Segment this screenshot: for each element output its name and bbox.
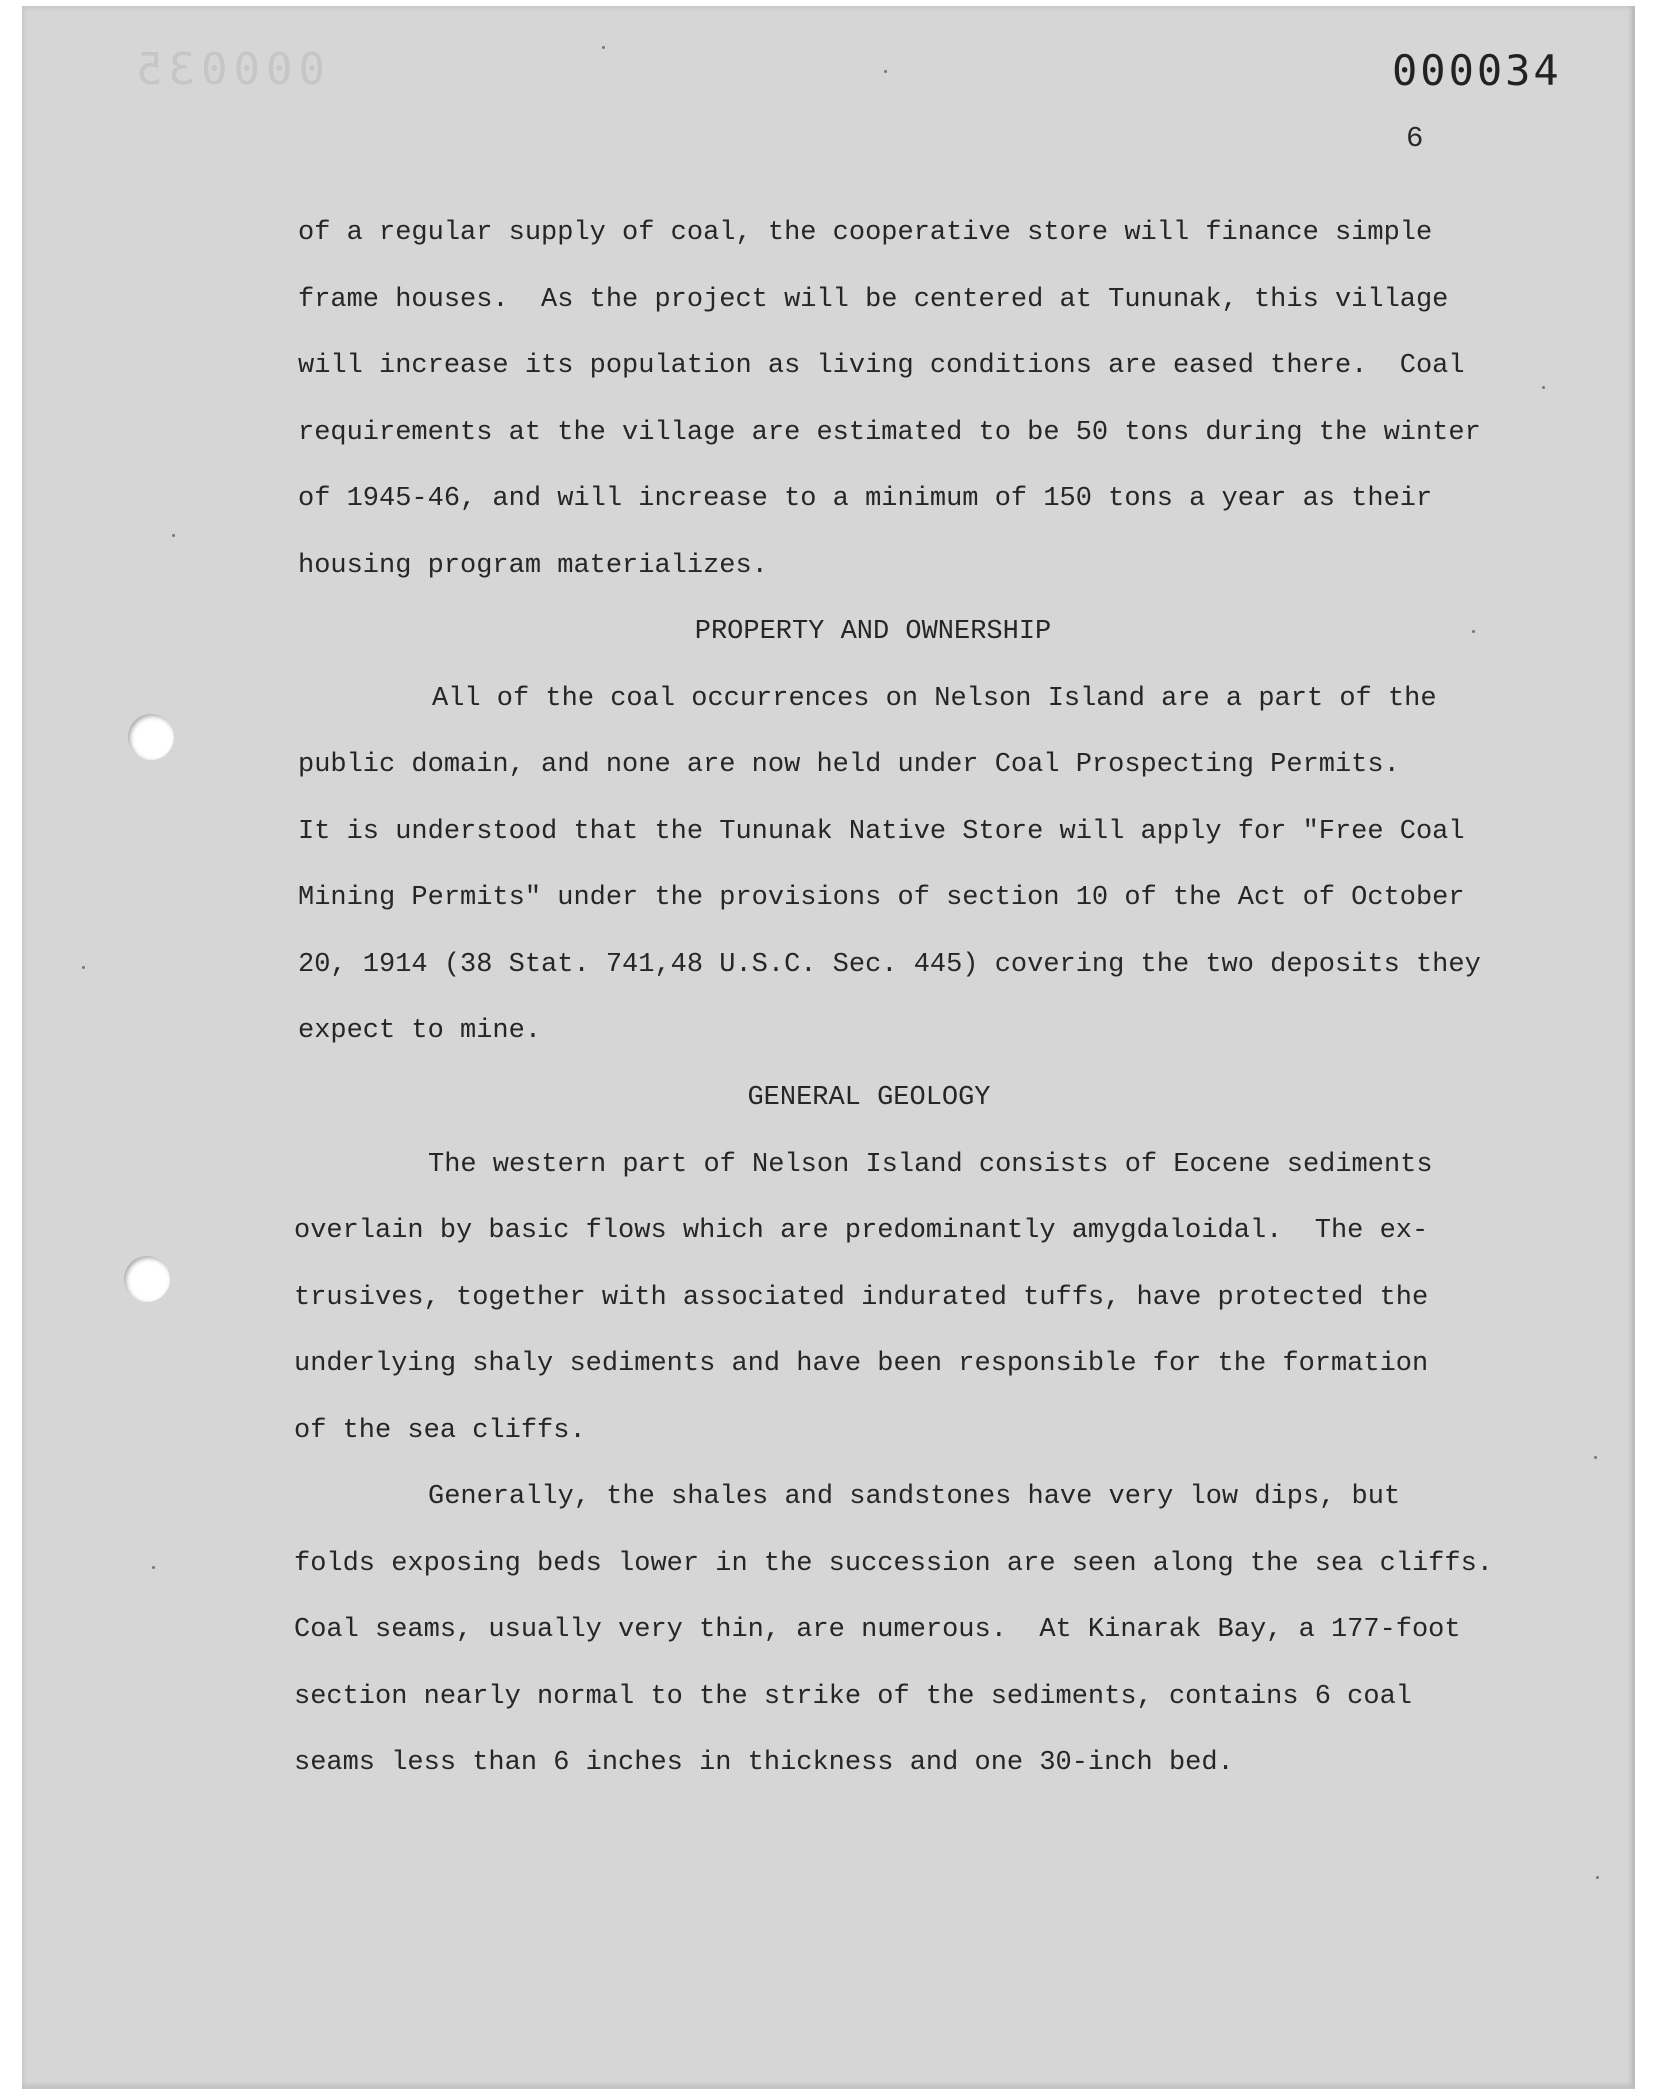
text-line: public domain, and none are now held under Coal Prospecting Permits. (298, 750, 1400, 780)
text-line: trusives, together with associated indurated tuffs, have protected the (294, 1282, 1429, 1313)
punch-hole (128, 714, 174, 760)
paper-speck (1596, 1876, 1599, 1879)
text-line: requirements at the village are estimated to be 50 tons during the winter (298, 417, 1481, 448)
paragraph-continued (298, 200, 1538, 599)
text-line: underlying shaly sediments and have been responsible for the formation (294, 1349, 1429, 1379)
section-property-ownership (298, 599, 1538, 1065)
paper-speck (1594, 1456, 1597, 1459)
text-line: of 1945-46, and will increase to a minimum of 150 tons a year as their (298, 484, 1433, 514)
text-line: of the sea cliffs. (294, 1415, 586, 1446)
paper-speck (1542, 386, 1545, 389)
text-line: frame houses. As the project will be centered at Tununak, this village (298, 284, 1449, 315)
text-line: folds exposing beds lower in the succession are seen along the sea cliffs. (294, 1548, 1493, 1579)
paper-speck (884, 70, 887, 73)
text-line: Generally, the shales and sandstones have very low dips, but (428, 1482, 1401, 1512)
paper-speck (172, 534, 175, 537)
paper-speck (602, 46, 605, 49)
text-line: 20, 1914 (38 Stat. 741,48 U.S.C. Sec. 445) covering the two deposits they (298, 949, 1481, 980)
section-general-geology (294, 1065, 1534, 1797)
text-line: expect to mine. (298, 1016, 542, 1046)
text-line: of a regular supply of coal, the cooperative store will finance simple (298, 218, 1433, 248)
text-line: will increase its population as living conditions are eased there. Coal (298, 351, 1465, 381)
bleed-through-number: 000035 (130, 44, 325, 95)
section-heading: GENERAL GEOLOGY (747, 1083, 991, 1113)
document-page (22, 6, 1635, 2089)
punch-hole (124, 1256, 170, 1302)
text-line: overlain by basic flows which are predominantly amygdaloidal. The ex- (294, 1216, 1429, 1246)
document-number: 000034 (1392, 46, 1562, 95)
page-number: 6 (1406, 122, 1424, 155)
text-line: section nearly normal to the strike of the sediments, contains 6 coal (294, 1681, 1412, 1712)
text-line: All of the coal occurrences on Nelson Island are a part of the (432, 683, 1437, 714)
paper-speck (82, 966, 85, 969)
paper-speck (152, 1566, 155, 1569)
text-line: Mining Permits" under the provisions of section 10 of the Act of October (298, 883, 1465, 913)
text-line: The western part of Nelson Island consists of Eocene sediments (428, 1149, 1433, 1180)
text-line: Coal seams, usually very thin, are numerous. At Kinarak Bay, a 177-foot (294, 1615, 1461, 1645)
section-heading: PROPERTY AND OWNERSHIP (694, 617, 1052, 647)
text-line: seams less than 6 inches in thickness and one 30-inch bed. (294, 1748, 1234, 1778)
text-line: housing program materializes. (298, 550, 768, 581)
text-line: It is understood that the Tununak Native Store will apply for "Free Coal (298, 816, 1465, 847)
